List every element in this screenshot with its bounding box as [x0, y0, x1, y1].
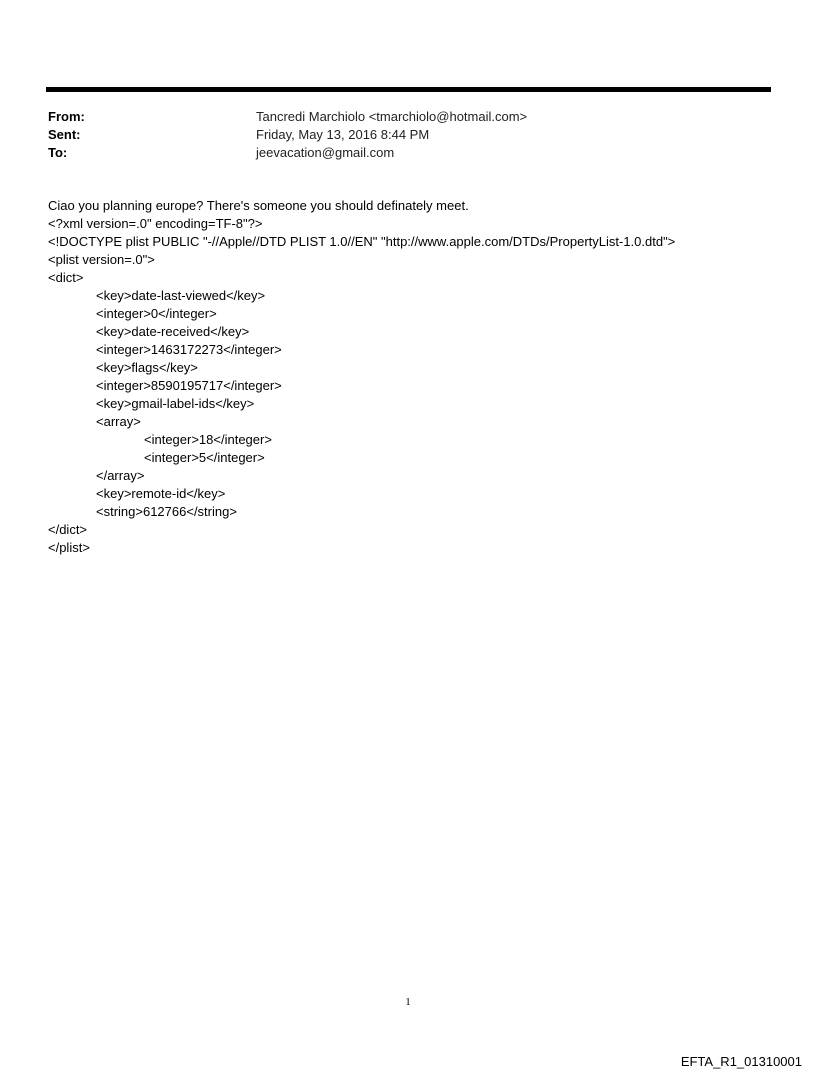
bates-number: EFTA_R1_01310001	[680, 1054, 802, 1069]
sent-label: Sent:	[48, 127, 81, 142]
body-line: <key>date-last-viewed</key>	[96, 288, 266, 303]
body-line: </plist>	[48, 540, 90, 555]
body-line: <array>	[96, 414, 141, 429]
body-line: <string>612766</string>	[96, 504, 237, 519]
body-line: <integer>5</integer>	[144, 450, 265, 465]
body-line: <integer>8590195717</integer>	[96, 378, 282, 393]
body-line: <integer>1463172273</integer>	[96, 342, 282, 357]
email-header	[48, 108, 768, 162]
body-line: <key>gmail-label-ids</key>	[96, 396, 255, 411]
from-row	[48, 108, 768, 126]
body-line: <integer>18</integer>	[144, 432, 272, 447]
body-line: <key>remote-id</key>	[96, 486, 226, 501]
body-line: </dict>	[48, 522, 88, 537]
page-number: 1	[405, 996, 411, 1008]
to-label: To:	[48, 145, 68, 160]
to-value: jeevacation@gmail.com	[256, 145, 395, 160]
body-line: <key>date-received</key>	[96, 324, 250, 339]
body-line: <?xml version=.0" encoding=TF-8"?>	[48, 216, 263, 231]
from-value: Tancredi Marchiolo <tmarchiolo@hotmail.com>	[256, 109, 528, 124]
body-line: <dict>	[48, 270, 84, 285]
sent-value: Friday, May 13, 2016 8:44 PM	[256, 127, 430, 142]
body-line: Ciao you planning europe? There's someone you should definately meet.	[48, 198, 469, 213]
body-line: <plist version=.0">	[48, 252, 155, 267]
sent-row	[48, 126, 768, 144]
email-body	[48, 197, 788, 557]
body-line: <integer>0</integer>	[96, 306, 217, 321]
from-label: From:	[48, 109, 85, 124]
to-row	[48, 144, 768, 162]
header-rule	[46, 87, 771, 92]
body-line: <!DOCTYPE plist PUBLIC "-//Apple//DTD PLIST 1.0//EN" "http://www.apple.com/DTDs/PropertyList-1.0.dtd">	[48, 234, 676, 249]
body-line: </array>	[96, 468, 145, 483]
body-line: <key>flags</key>	[96, 360, 198, 375]
